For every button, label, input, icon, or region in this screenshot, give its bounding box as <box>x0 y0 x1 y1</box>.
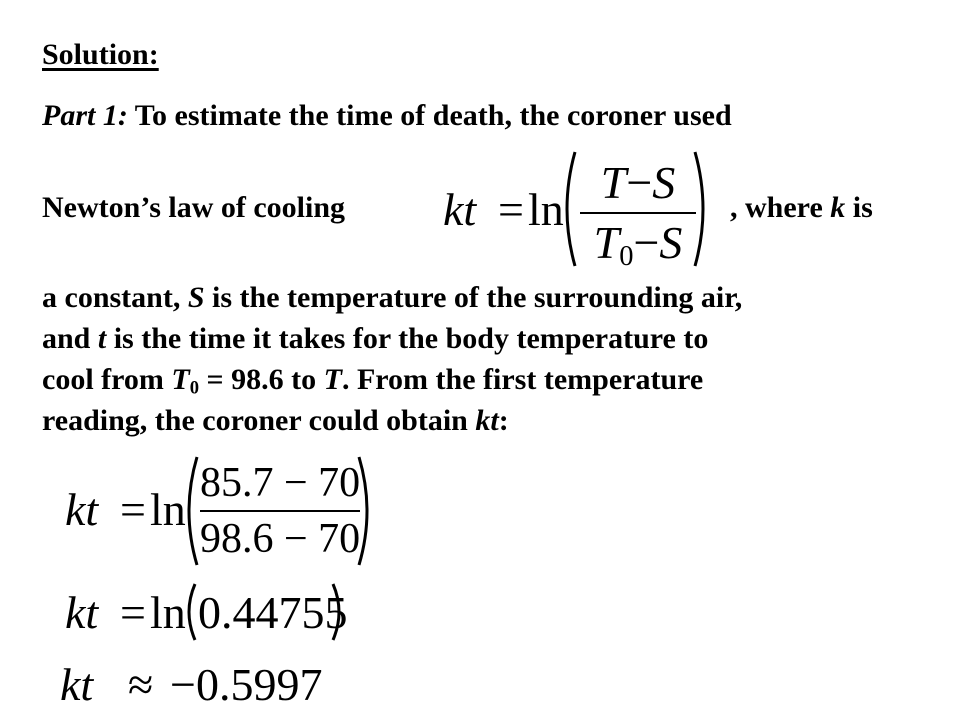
step-1-eq: = <box>120 484 146 535</box>
line-4-a: and <box>42 322 98 355</box>
formula-numerator <box>580 157 696 208</box>
step-1-ln: ln <box>150 484 186 535</box>
line-6-a: reading, the coroner could obtain <box>42 404 476 437</box>
line-6-kt: kt <box>475 404 499 437</box>
line-4-b: is the time it takes for the body temperature to <box>106 322 709 355</box>
step-3-value: −0.5997 <box>170 659 323 710</box>
step-2-value: 0.44755 <box>198 587 348 638</box>
line-5-c: . From the first temperature <box>341 363 704 396</box>
line-5-T2: T <box>323 363 342 396</box>
line-5-a: cool from <box>42 363 172 396</box>
line-1-text: To estimate the time of death, the coroner used <box>134 99 732 132</box>
den-T: T <box>593 217 620 268</box>
line-6-b: : <box>498 404 509 437</box>
num-T: T <box>600 157 627 208</box>
line-5 <box>42 365 703 398</box>
line-2-end-a: , where <box>730 191 831 224</box>
formula-fraction-bar <box>580 212 696 214</box>
formula-eq: = <box>498 184 524 235</box>
line-5-b: = 98.6 to <box>199 363 324 396</box>
step-3-lhs: kt <box>60 659 94 710</box>
formula-left-paren <box>556 150 578 268</box>
line-3-b: is the temperature of the surrounding air, <box>204 281 743 314</box>
line-3 <box>42 283 742 313</box>
step-1-fraction <box>200 462 360 560</box>
step-2-left-paren <box>180 582 198 642</box>
step-1-left-paren <box>178 455 200 567</box>
step-2-right-paren <box>330 582 348 642</box>
den-sub: 0 <box>619 241 634 273</box>
line-6 <box>42 406 509 436</box>
num-minus: − <box>626 157 653 208</box>
step-1-right-paren <box>356 455 378 567</box>
formula-denominator <box>580 217 696 273</box>
line-3-S: S <box>187 281 205 314</box>
line-3-a: a constant, <box>42 281 188 314</box>
step-2-ln: ln <box>150 587 186 638</box>
line-4 <box>42 324 708 354</box>
line-2-end <box>730 193 873 223</box>
line-5-T: T <box>171 363 190 396</box>
line-5-sub: 0 <box>189 377 200 399</box>
formula-ln: ln <box>528 184 564 235</box>
line-1 <box>42 101 732 131</box>
num-S: S <box>652 157 676 208</box>
den-S: S <box>659 217 683 268</box>
solution-heading: Solution: <box>42 38 159 71</box>
step-1-numerator: 85.7 − 70 <box>200 460 361 506</box>
den-minus: − <box>633 217 660 268</box>
step-3-approx: ≈ <box>128 659 154 710</box>
step-1-fraction-bar <box>200 510 360 512</box>
formula-fraction <box>580 157 696 273</box>
step-1-lhs: kt <box>65 484 99 535</box>
formula-lhs: kt <box>443 184 477 235</box>
line-2-start: Newton’s law of cooling <box>42 191 346 224</box>
line-2-k: k <box>830 191 846 224</box>
line-2-end-b: is <box>845 191 873 224</box>
formula-right-paren <box>692 150 714 268</box>
step-2-lhs: kt <box>65 587 99 638</box>
line-4-t: t <box>97 322 107 355</box>
step-2-eq: = <box>120 587 146 638</box>
part-label: Part 1: <box>42 99 128 132</box>
step-1-denominator: 98.6 − 70 <box>200 516 361 562</box>
